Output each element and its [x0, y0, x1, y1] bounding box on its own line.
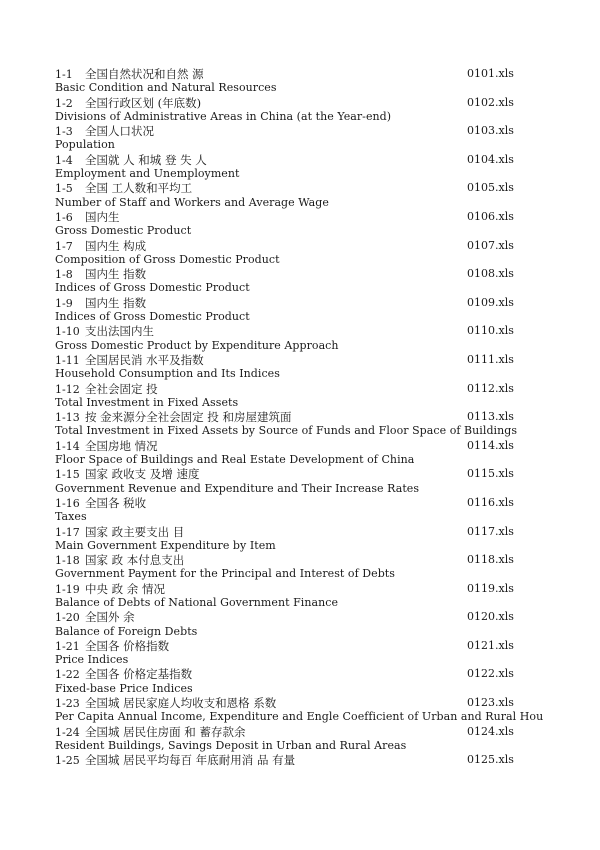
toc-entry-heading-line	[55, 753, 575, 767]
toc-entry-heading-line	[55, 410, 575, 424]
chinese-title: 全国各 价格定基指数	[85, 667, 193, 682]
toc-entry	[55, 267, 575, 296]
toc-entry	[55, 467, 575, 496]
chinese-title: 国内生 指数	[85, 295, 147, 310]
chinese-title: 全国行政区划 (年底数)	[85, 95, 202, 110]
toc-entry	[55, 210, 575, 239]
english-title: Gross Domestic Product by Expenditure Approach	[55, 338, 339, 352]
file-link[interactable]: 0115.xls	[467, 467, 514, 481]
toc-entry-heading-line	[55, 467, 575, 481]
chinese-title: 国内生 构成	[85, 238, 147, 253]
table-number: 1-22	[55, 668, 80, 682]
toc-entry	[55, 96, 575, 125]
file-link[interactable]: 0104.xls	[467, 152, 514, 166]
chinese-title: 全国各 价格指数	[85, 638, 170, 653]
file-link[interactable]: 0119.xls	[467, 581, 514, 595]
english-title: Government Payment for the Principal and Interest of Debts	[55, 567, 395, 581]
file-link[interactable]: 0105.xls	[467, 181, 514, 195]
table-number: 1-6	[55, 210, 73, 224]
english-title: Per Capita Annual Income, Expenditure and Engle Coefficient of Urban and Rural Hou	[55, 710, 544, 724]
toc-entry-heading-line	[55, 439, 575, 453]
chinese-title: 全国居民消 水平及指数	[85, 352, 204, 367]
file-link[interactable]: 0113.xls	[467, 410, 514, 424]
toc-entry	[55, 553, 575, 582]
chinese-title: 全国房地 情况	[85, 438, 158, 453]
toc-entry-heading-line	[55, 725, 575, 739]
file-link[interactable]: 0106.xls	[467, 209, 514, 223]
chinese-title: 国内生 指数	[85, 267, 147, 282]
toc-entry-heading-line	[55, 667, 575, 681]
toc-entry	[55, 582, 575, 611]
table-number: 1-17	[55, 525, 80, 539]
file-link[interactable]: 0110.xls	[467, 324, 514, 338]
english-title: Floor Space of Buildings and Real Estate Development of China	[55, 453, 415, 467]
file-link[interactable]: 0116.xls	[467, 495, 514, 509]
toc-entry-heading-line	[55, 496, 575, 510]
toc-entry-heading-line	[55, 296, 575, 310]
toc-entry	[55, 353, 575, 382]
chinese-title: 支出法国内生	[85, 324, 154, 339]
table-number: 1-15	[55, 468, 80, 482]
chinese-title: 全国就 人 和城 登 失 人	[85, 152, 207, 167]
toc-entry	[55, 667, 575, 696]
english-title: Gross Domestic Product	[55, 224, 192, 238]
english-title: Price Indices	[55, 653, 129, 667]
english-title: Fixed-base Price Indices	[55, 681, 193, 695]
table-number: 1-21	[55, 639, 80, 653]
toc-entry-heading-line	[55, 582, 575, 596]
english-title: Total Investment in Fixed Assets	[55, 395, 239, 409]
toc-entry	[55, 324, 575, 353]
table-number: 1-9	[55, 296, 73, 310]
table-number: 1-8	[55, 268, 73, 282]
toc-entry	[55, 639, 575, 668]
table-number: 1-18	[55, 554, 80, 568]
toc-entry-heading-line	[55, 267, 575, 281]
file-link[interactable]: 0125.xls	[467, 753, 514, 767]
toc-entry-heading-line	[55, 553, 575, 567]
toc-entry-heading-line	[55, 639, 575, 653]
english-title: Balance of Foreign Debts	[55, 624, 198, 638]
english-title: Population	[55, 138, 115, 152]
chinese-title: 国家 政 本付息支出	[85, 553, 185, 568]
english-title: Taxes	[55, 510, 87, 524]
english-title: Number of Staff and Workers and Average Wage	[55, 195, 329, 209]
table-of-contents	[55, 67, 575, 768]
english-title: Government Revenue and Expenditure and Their Increase Rates	[55, 481, 420, 495]
toc-entry	[55, 239, 575, 268]
toc-entry-heading-line	[55, 181, 575, 195]
toc-entry	[55, 496, 575, 525]
toc-entry	[55, 525, 575, 554]
chinese-title: 国内生	[85, 209, 120, 224]
chinese-title: 全国城 居民家庭人均收支和恩格 系数	[85, 696, 277, 711]
toc-entry-heading-line	[55, 153, 575, 167]
toc-entry-heading-line	[55, 696, 575, 710]
table-number: 1-10	[55, 325, 80, 339]
table-number: 1-19	[55, 582, 80, 596]
toc-entry	[55, 67, 575, 96]
toc-entry-heading-line	[55, 67, 575, 81]
toc-entry-heading-line	[55, 353, 575, 367]
toc-entry	[55, 124, 575, 153]
file-link[interactable]: 0123.xls	[467, 696, 514, 710]
english-title: Indices of Gross Domestic Product	[55, 310, 250, 324]
english-title: Divisions of Administrative Areas in China (at the Year-end)	[55, 109, 392, 123]
toc-entry	[55, 696, 575, 725]
table-number: 1-20	[55, 611, 80, 625]
toc-entry-heading-line	[55, 96, 575, 110]
chinese-title: 中央 政 余 情况	[85, 581, 165, 596]
chinese-title: 按 金来源分全社会固定 投 和房屋建筑面	[85, 410, 292, 425]
file-link[interactable]: 0122.xls	[467, 667, 514, 681]
file-link[interactable]: 0118.xls	[467, 553, 514, 567]
file-link[interactable]: 0121.xls	[467, 638, 514, 652]
toc-entry-heading-line	[55, 525, 575, 539]
file-link[interactable]: 0111.xls	[467, 352, 514, 366]
file-link[interactable]: 0103.xls	[467, 124, 514, 138]
chinese-title: 全国各 税收	[85, 495, 147, 510]
table-number: 1-7	[55, 239, 73, 253]
table-number: 1-13	[55, 411, 80, 425]
chinese-title: 全国人口状况	[85, 124, 154, 139]
english-title: Composition of Gross Domestic Product	[55, 252, 280, 266]
chinese-title: 国家 政主要支出 目	[85, 524, 185, 539]
table-number: 1-11	[55, 353, 80, 367]
toc-entry-heading-line	[55, 210, 575, 224]
chinese-title: 全国 工人数和平均工	[85, 181, 193, 196]
toc-entry	[55, 610, 575, 639]
english-title: Basic Condition and Natural Resources	[55, 81, 277, 95]
file-link[interactable]: 0124.xls	[467, 724, 514, 738]
file-link[interactable]: 0101.xls	[467, 67, 514, 80]
file-link[interactable]: 0112.xls	[467, 381, 514, 395]
file-link[interactable]: 0109.xls	[467, 295, 514, 309]
file-link[interactable]: 0120.xls	[467, 610, 514, 624]
toc-entry	[55, 153, 575, 182]
english-title: Total Investment in Fixed Assets by Source of Funds and Floor Space of Buildings	[55, 424, 518, 438]
toc-entry-heading-line	[55, 382, 575, 396]
table-number: 1-2	[55, 96, 73, 110]
toc-entry	[55, 181, 575, 210]
toc-entry-heading-line	[55, 124, 575, 138]
english-title: Employment and Unemployment	[55, 167, 240, 181]
chinese-title: 全国外 余	[85, 610, 135, 625]
toc-entry	[55, 296, 575, 325]
english-title: Balance of Debts of National Government Finance	[55, 595, 338, 609]
chinese-title: 全国城 居民住房面 和 蓄存款余	[85, 724, 246, 739]
file-link[interactable]: 0107.xls	[467, 238, 514, 252]
table-number: 1-23	[55, 697, 80, 711]
toc-entry	[55, 382, 575, 411]
table-number: 1-1	[55, 68, 73, 81]
file-link[interactable]: 0108.xls	[467, 267, 514, 281]
toc-entry	[55, 410, 575, 439]
table-number: 1-4	[55, 153, 73, 167]
chinese-title: 全国城 居民平均每百 年底耐用消 品 有量	[85, 753, 296, 768]
english-title: Resident Buildings, Savings Deposit in Urban and Rural Areas	[55, 738, 407, 752]
table-number: 1-25	[55, 754, 80, 768]
toc-entry	[55, 725, 575, 754]
english-title: Indices of Gross Domestic Product	[55, 281, 250, 295]
file-link[interactable]: 0102.xls	[467, 95, 514, 109]
table-number: 1-14	[55, 439, 80, 453]
table-number: 1-5	[55, 182, 73, 196]
toc-entry-heading-line	[55, 239, 575, 253]
table-number: 1-24	[55, 725, 80, 739]
english-title: Main Government Expenditure by Item	[55, 538, 276, 552]
table-number: 1-3	[55, 125, 73, 139]
toc-entry-heading-line	[55, 324, 575, 338]
table-number: 1-12	[55, 382, 80, 396]
chinese-title: 全社会固定 投	[85, 381, 158, 396]
english-title: Household Consumption and Its Indices	[55, 367, 280, 381]
file-link[interactable]: 0117.xls	[467, 524, 514, 538]
file-link[interactable]: 0114.xls	[467, 438, 514, 452]
chinese-title: 全国自然状况和自然 源	[85, 67, 204, 81]
toc-entry-heading-line	[55, 610, 575, 624]
table-number: 1-16	[55, 496, 80, 510]
toc-entry	[55, 439, 575, 468]
toc-entry	[55, 753, 575, 767]
chinese-title: 国家 政收支 及增 速度	[85, 467, 200, 482]
